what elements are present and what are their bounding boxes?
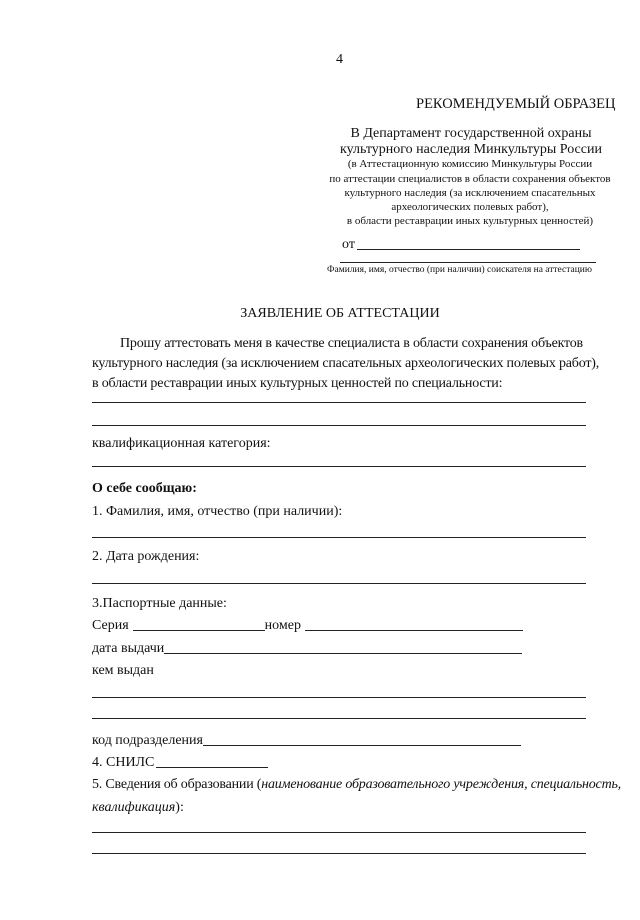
addressee-note-4: археологических полевых работ), (391, 201, 549, 213)
issued-by-label: кем выдан (92, 663, 154, 678)
intro-line-1: Прошу аттестовать меня в качестве специалиста в области сохранения объектов (120, 336, 583, 351)
full-name-input-line[interactable] (92, 537, 586, 538)
addressee-note-5: в области реставрации иных культурных ценностей) (346, 215, 594, 227)
specialty-input-line-1[interactable] (92, 402, 586, 403)
intro-line-3: в области реставрации иных культурных ценностей по специальности: (92, 376, 503, 391)
from-input-line[interactable] (357, 249, 580, 250)
issued-by-input-line-2[interactable] (92, 718, 586, 719)
full-name-label: 1. Фамилия, имя, отчество (при наличии): (92, 504, 343, 519)
snils-label: 4. СНИЛС (92, 755, 155, 770)
education-input-line-2[interactable] (92, 853, 586, 854)
category-label: квалификационная категория: (92, 436, 271, 451)
intro-line-2: культурного наследия (за исключением спасательных археологических полевых работ), (92, 356, 600, 371)
passport-series-number-row (92, 619, 523, 633)
issue-date-row (92, 642, 522, 656)
division-code-row (92, 734, 521, 748)
division-code-label: код подразделения (92, 733, 203, 748)
education-label-prefix: 5. Сведения об образовании ( (92, 777, 262, 792)
specialty-input-line-2[interactable] (92, 425, 586, 426)
category-input-line[interactable] (92, 466, 586, 467)
from-input-line-2[interactable] (340, 262, 596, 263)
birth-date-input-line[interactable] (92, 583, 586, 584)
addressee-line-1: В Департамент государственной охраны (350, 126, 592, 141)
from-label: от (342, 237, 355, 252)
education-input-line-1[interactable] (92, 832, 586, 833)
page-number: 4 (336, 52, 343, 67)
snils-row (92, 756, 268, 770)
addressee-note-1: (в Аттестационную комиссию Минкультуры России (347, 158, 593, 170)
issue-date-label: дата выдачи (92, 641, 165, 656)
from-caption: Фамилия, имя, отчество (при наличии) соискателя на аттестацию (327, 265, 592, 275)
about-heading: О себе сообщаю: (92, 481, 197, 496)
education-label-italic: наименование образовательного учреждения, специальность, (261, 777, 621, 792)
number-label: номер (264, 618, 301, 633)
snils-input-line[interactable] (156, 767, 268, 768)
education-label-suffix: ): (175, 800, 184, 815)
addressee-note-3: культурного наследия (за исключением спасательных (344, 187, 596, 199)
addressee-line-2: культурного наследия Минкультуры России (340, 142, 602, 157)
number-input-line[interactable] (305, 630, 523, 631)
issue-date-input-line[interactable] (164, 653, 522, 654)
issued-by-input-line-1[interactable] (92, 697, 586, 698)
sample-label: РЕКОМЕНДУЕМЫЙ ОБРАЗЕЦ (416, 96, 616, 112)
education-label (92, 778, 621, 792)
series-input-line[interactable] (133, 630, 265, 631)
passport-label: 3.Паспортные данные: (92, 596, 227, 611)
addressee-note-2: по аттестации специалистов в области сохранения объектов (329, 173, 611, 185)
birth-date-label: 2. Дата рождения: (92, 549, 200, 564)
education-label-italic-2: квалификация (92, 800, 176, 815)
education-label-line-2 (92, 801, 184, 815)
document-title: ЗАЯВЛЕНИЕ ОБ АТТЕСТАЦИИ (240, 306, 440, 321)
division-code-input-line[interactable] (203, 745, 521, 746)
series-label: Серия (92, 618, 129, 633)
